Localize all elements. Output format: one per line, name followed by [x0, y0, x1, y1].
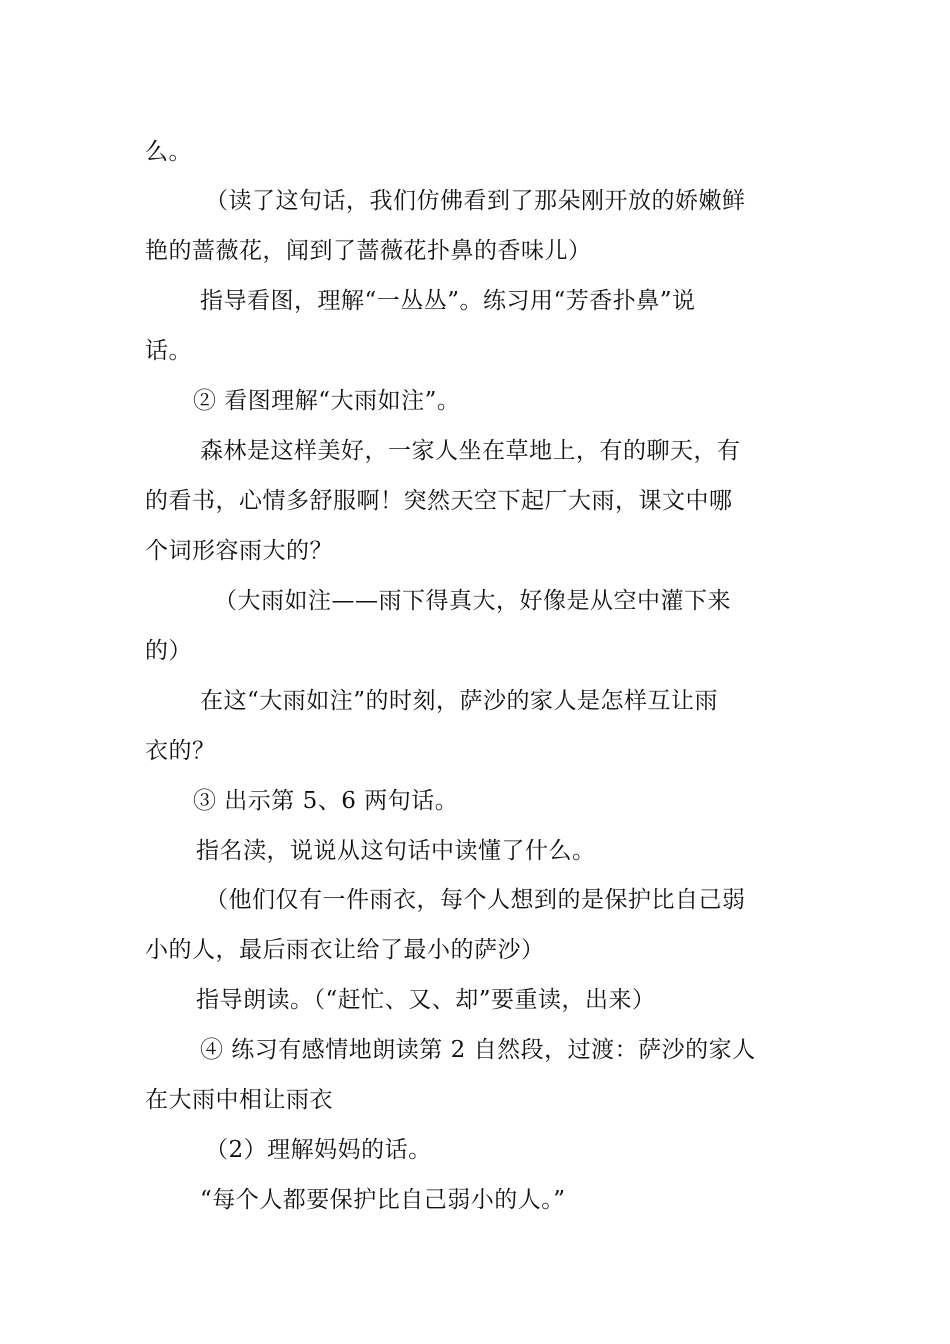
text-line-11: 的）	[145, 638, 192, 664]
text-line-19: ④ 练习有感情地朗读第 2 自然段，过渡：萨沙的家人	[200, 1037, 756, 1063]
text-line-5: 话。	[145, 338, 192, 364]
text-line-3: 艳的蔷薇花，闻到了蔷薇花扑鼻的香味儿）	[145, 238, 592, 264]
text-line-2: （读了这句话，我们仿佛看到了那朵刚开放的娇嫩鲜	[205, 188, 746, 214]
text-line-9: 个词形容雨大的？	[145, 538, 333, 564]
text-line-1: 么。	[145, 139, 192, 165]
text-line-15: 指名渎，说说从这句话中读懂了什么。	[196, 838, 596, 864]
text-line-21: （2）理解妈妈的话。	[205, 1137, 432, 1163]
text-line-17: 小的人，最后雨衣让给了最小的萨沙）	[145, 937, 545, 963]
text-line-22: “每个人都要保护比自己弱小的人。”	[200, 1187, 566, 1213]
text-line-7: 森林是这样美好，一家人坐在草地上，有的聊天，有	[200, 438, 741, 464]
text-line-8: 的看书，心情多舒服啊！突然天空下起厂大雨，课文中哪	[145, 488, 733, 514]
text-line-16: （他们仅有一件雨衣，每个人想到的是保护比自己弱	[205, 887, 746, 913]
text-line-20: 在大雨中相让雨衣	[145, 1087, 333, 1113]
text-line-14: ③ 出示第 5、6 两句话。	[193, 788, 459, 814]
text-line-6: ② 看图理解“大雨如注”。	[193, 388, 461, 414]
text-line-13: 衣的？	[145, 738, 216, 764]
text-line-12: 在这“大雨如注”的时刻，萨沙的家人是怎样互让雨	[200, 688, 719, 714]
text-line-4: 指导看图，理解“一丛丛”。练习用“芳香扑鼻”说	[200, 288, 696, 314]
text-line-18: 指导朗读。（“赶忙、又、却”要重读，出来）	[196, 987, 656, 1013]
text-line-10: （大雨如注——雨下得真大，好像是从空中灌下来	[214, 588, 731, 614]
